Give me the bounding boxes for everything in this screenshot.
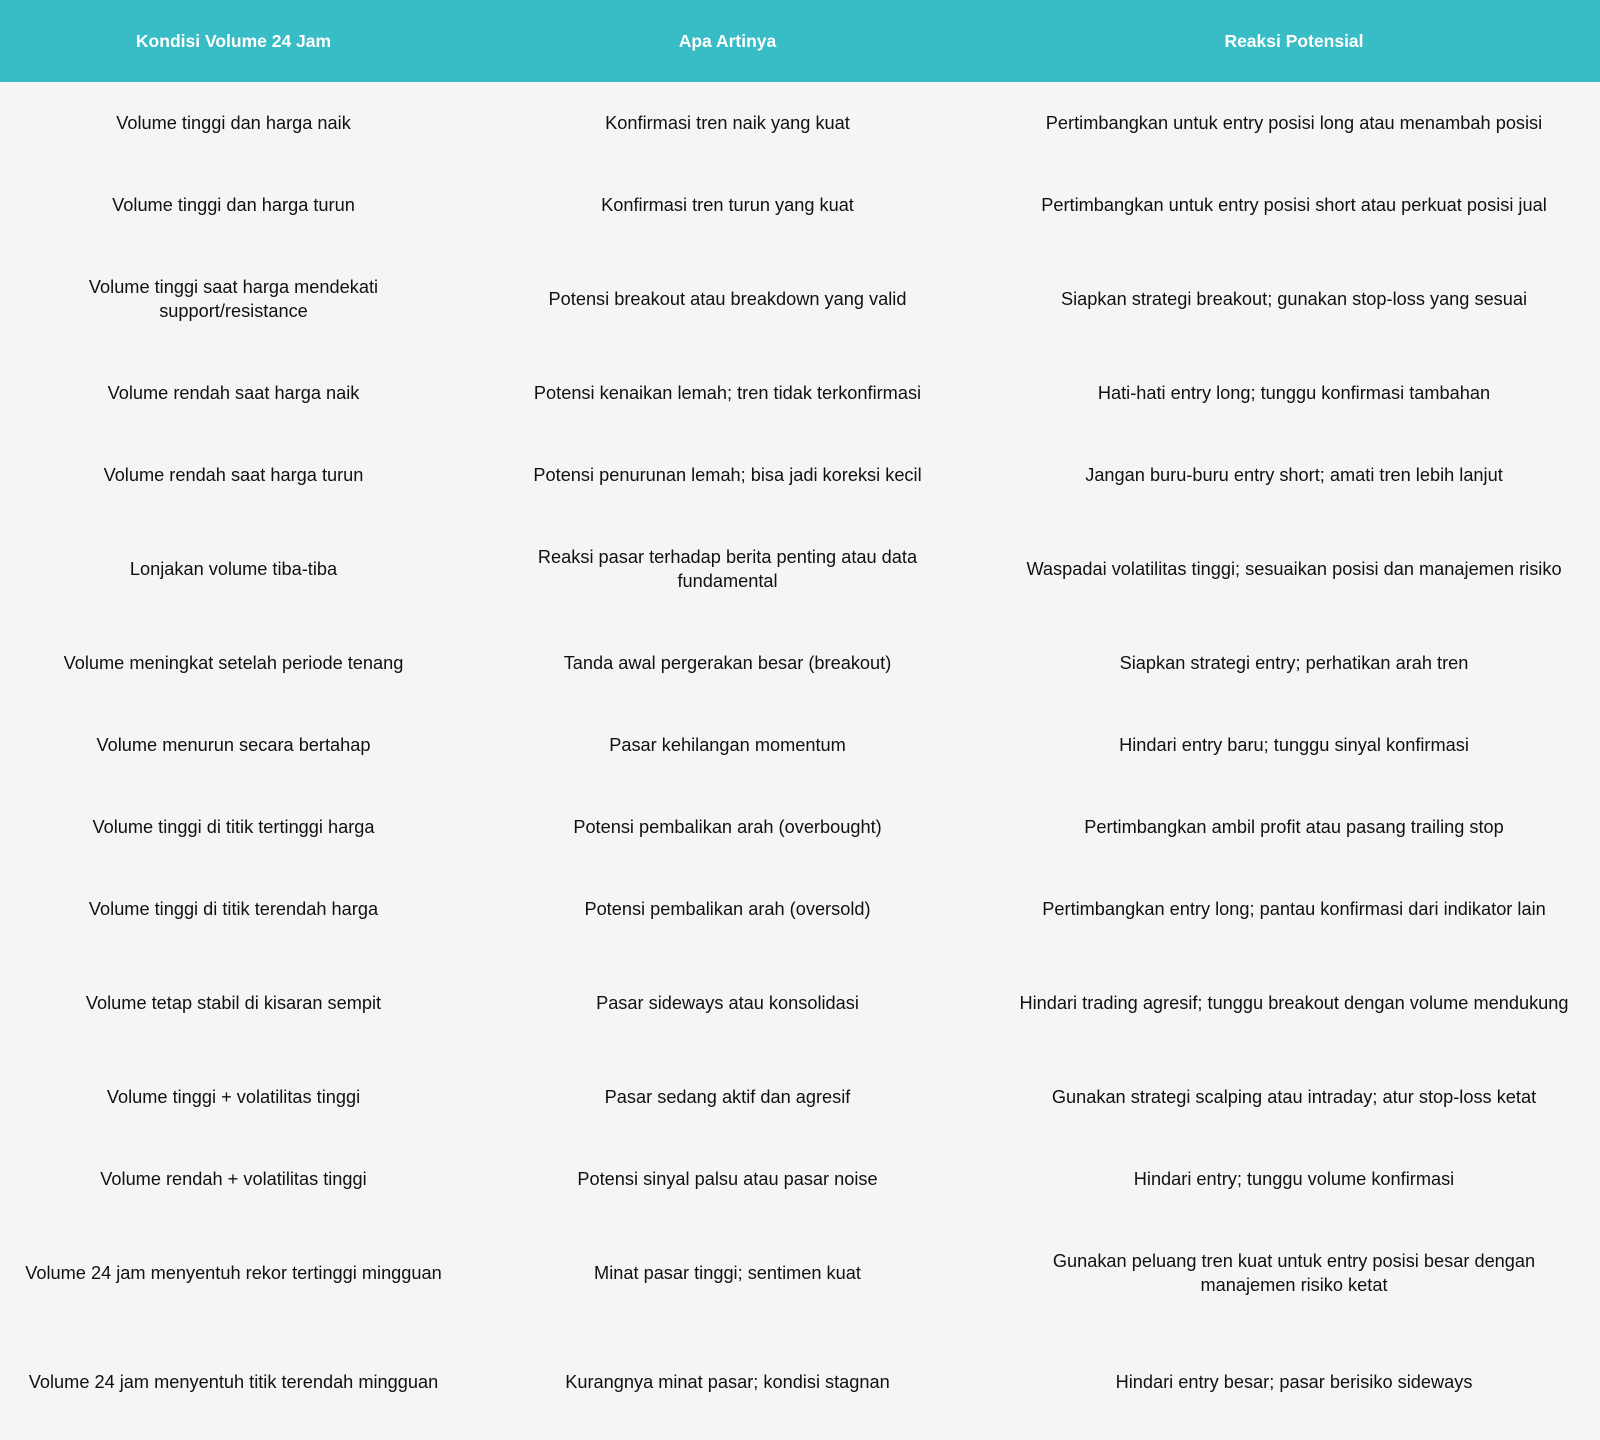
table-row: [0, 704, 1600, 786]
table-row: [0, 164, 1600, 246]
cell-meaning: Kurangnya minat pasar; kondisi stagnan: [565, 1372, 890, 1392]
table-row: [0, 786, 1600, 868]
cell-meaning: Pasar sideways atau konsolidasi: [596, 993, 859, 1013]
table-row: [0, 868, 1600, 950]
table-row: [0, 1056, 1600, 1138]
column-header-condition: Kondisi Volume 24 Jam: [135, 30, 332, 51]
cell-reaction: Siapkan strategi breakout; gunakan stop-loss yang sesuai: [1060, 289, 1528, 309]
cell-reaction: Hati-hati entry long; tunggu konfirmasi tambahan: [1097, 383, 1491, 403]
cell-condition: Lonjakan volume tiba-tiba: [129, 559, 338, 579]
table-row: [0, 246, 1600, 352]
cell-condition: Volume rendah saat harga turun: [103, 465, 364, 485]
table-body: [0, 82, 1600, 1440]
table-row: [0, 516, 1600, 622]
cell-condition: Volume 24 jam menyentuh rekor tertinggi mingguan: [25, 1263, 442, 1283]
table-header: [0, 0, 1600, 82]
cell-reaction: Gunakan strategi scalping atau intraday; atur stop-loss ketat: [1051, 1087, 1537, 1107]
cell-condition: Volume menurun secara bertahap: [96, 735, 371, 755]
table-row: [0, 82, 1600, 164]
cell-condition: Volume tetap stabil di kisaran sempit: [85, 993, 382, 1013]
cell-meaning: Potensi pembalikan arah (oversold): [584, 899, 871, 919]
cell-condition: Volume tinggi di titik tertinggi harga: [92, 817, 375, 837]
table-row: [0, 352, 1600, 434]
cell-meaning: Potensi pembalikan arah (overbought): [573, 817, 882, 837]
cell-reaction: Hindari entry; tunggu volume konfirmasi: [1133, 1169, 1455, 1189]
cell-reaction: Hindari trading agresif; tunggu breakout dengan volume mendukung: [1019, 993, 1569, 1013]
table-row: [0, 622, 1600, 704]
cell-reaction: Pertimbangkan entry long; pantau konfirmasi dari indikator lain: [1042, 899, 1546, 919]
cell-meaning: Potensi sinyal palsu atau pasar noise: [577, 1169, 878, 1189]
cell-condition: Volume tinggi di titik terendah harga: [88, 899, 379, 919]
table-row: [0, 1138, 1600, 1220]
cell-meaning: Reaksi pasar terhadap berita penting atau data fundamental: [537, 547, 918, 591]
cell-reaction: Waspadai volatilitas tinggi; sesuaikan posisi dan manajemen risiko: [1026, 559, 1562, 579]
cell-meaning: Pasar kehilangan momentum: [609, 735, 846, 755]
cell-condition: Volume rendah saat harga naik: [107, 383, 360, 403]
cell-condition: Volume tinggi + volatilitas tinggi: [106, 1087, 361, 1107]
cell-reaction: Pertimbangkan ambil profit atau pasang trailing stop: [1084, 817, 1504, 837]
cell-condition: Volume tinggi saat harga mendekati support/resistance: [88, 277, 379, 321]
cell-reaction: Gunakan peluang tren kuat untuk entry posisi besar dengan manajemen risiko ketat: [1052, 1251, 1536, 1295]
cell-reaction: Hindari entry baru; tunggu sinyal konfirmasi: [1119, 735, 1469, 755]
table-row: [0, 950, 1600, 1056]
column-header-reaction: Reaksi Potensial: [1224, 30, 1364, 51]
cell-meaning: Minat pasar tinggi; sentimen kuat: [594, 1263, 861, 1283]
cell-meaning: Pasar sedang aktif dan agresif: [604, 1087, 851, 1107]
table-row: [0, 434, 1600, 516]
cell-meaning: Potensi breakout atau breakdown yang valid: [548, 289, 907, 309]
cell-reaction: Pertimbangkan untuk entry posisi long atau menambah posisi: [1045, 113, 1543, 133]
table-row: [0, 1220, 1600, 1326]
cell-meaning: Potensi kenaikan lemah; tren tidak terkonfirmasi: [533, 383, 922, 403]
cell-reaction: Pertimbangkan untuk entry posisi short atau perkuat posisi jual: [1041, 195, 1547, 215]
cell-meaning: Konfirmasi tren naik yang kuat: [605, 113, 850, 133]
cell-reaction: Hindari entry besar; pasar berisiko sideways: [1115, 1372, 1473, 1392]
cell-meaning: Tanda awal pergerakan besar (breakout): [563, 653, 892, 673]
table-row: [0, 1326, 1600, 1438]
cell-condition: Volume tinggi dan harga naik: [116, 113, 351, 133]
cell-meaning: Potensi penurunan lemah; bisa jadi koreksi kecil: [533, 465, 922, 485]
cell-condition: Volume rendah + volatilitas tinggi: [100, 1169, 367, 1189]
column-header-meaning: Apa Artinya: [678, 30, 777, 51]
cell-reaction: Siapkan strategi entry; perhatikan arah tren: [1119, 653, 1469, 673]
cell-condition: Volume 24 jam menyentuh titik terendah mingguan: [28, 1372, 439, 1392]
cell-reaction: Jangan buru-buru entry short; amati tren lebih lanjut: [1085, 465, 1503, 485]
cell-condition: Volume meningkat setelah periode tenang: [63, 653, 404, 673]
cell-meaning: Konfirmasi tren turun yang kuat: [601, 195, 854, 215]
cell-condition: Volume tinggi dan harga turun: [112, 195, 355, 215]
